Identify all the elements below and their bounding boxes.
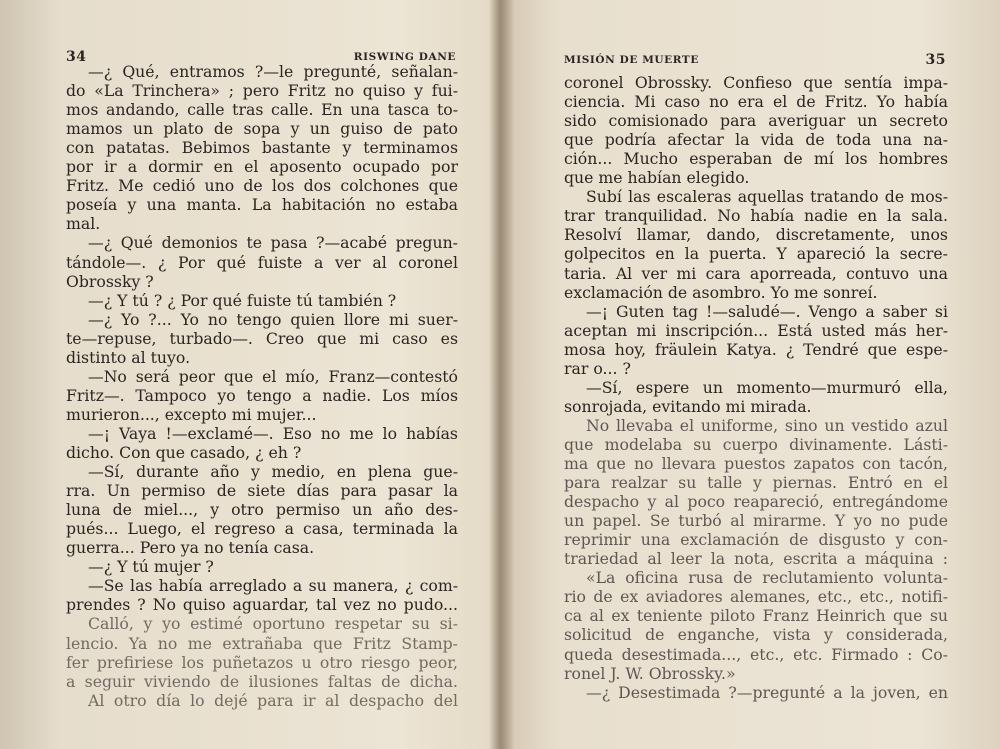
- text-line: pués... Luego, el regreso a casa, terminada la: [66, 519, 458, 539]
- text-line: trariedad al leer la nota, escrita a máquina :: [564, 549, 948, 569]
- right-running-title: MISIÓN DE MUERTE: [564, 54, 699, 66]
- text-line: un papel. Se turbó al mirarme. Y yo no pude: [564, 511, 948, 531]
- text-line: fer prefiriese los puñetazos u otro riesgo peor,: [66, 652, 458, 672]
- text-line: poseía y una manta. La habitación no estaba: [66, 195, 458, 215]
- right-page-header: [564, 52, 948, 68]
- text-line: do «La Trinchera» ; pero Fritz no quiso y fui-: [66, 81, 458, 101]
- text-line: por ir a dormir en el aposento ocupado por: [66, 157, 458, 177]
- text-line: sonrojada, evitando mi mirada.: [564, 396, 812, 416]
- text-line: ciencia. Mi caso no era el de Fritz. Yo había: [564, 92, 948, 112]
- text-line: para realzar su talle y piernas. Entró en el: [564, 473, 948, 493]
- text-line: golpecitos en la puerta. Y apareció la secre-: [564, 244, 948, 264]
- text-line: trar tranquilidad. No había nadie en la sala.: [564, 206, 948, 226]
- text-line: que me habían elegido.: [564, 168, 750, 188]
- text-line: despacho y al poco reapareció, entregándome: [564, 492, 948, 512]
- text-line: ca al ex teniente piloto Franz Heinrich que su: [564, 606, 948, 626]
- left-page-number: 34: [66, 49, 87, 65]
- text-line: distinto al tuyo.: [66, 347, 191, 367]
- text-line: —Sí, espere un momento—murmuró ella,: [586, 377, 948, 397]
- text-line: que modelaba su cuerpo divinamente. Lásti-: [564, 434, 948, 454]
- text-line: ción... Mucho esperaban de mí los hombres: [564, 149, 948, 169]
- text-line: Fritz. Me cedió uno de los dos colchones que: [66, 176, 458, 196]
- text-line: —¡ Vaya !—exclamé—. Eso no me lo habías: [88, 423, 458, 443]
- text-line: tándole—. ¿ Por qué fuiste a ver al coronel: [66, 252, 458, 272]
- text-line: rar o... ?: [564, 358, 631, 378]
- text-line: con patatas. Bebimos bastante y terminamos: [66, 138, 458, 158]
- text-line: Obrossky ?: [66, 271, 154, 291]
- text-line: taria. Al ver mi cara aporreada, contuvo una: [564, 263, 948, 283]
- text-line: ma que no llevara puestos zapatos con tacón,: [564, 454, 948, 473]
- text-line: No llevaba el uniforme, sino un vestido azul: [586, 415, 948, 435]
- text-line: prendes ? No quiso aguardar, tal vez no pudo...: [66, 595, 458, 615]
- text-line: —¿ Qué, entramos ?—le pregunté, señalan-: [88, 62, 458, 81]
- text-line: dicho. Con que casado, ¿ eh ?: [66, 443, 302, 462]
- text-line: mos andando, calle tras calle. En una tasca to-: [66, 100, 458, 120]
- right-page: [564, 0, 948, 749]
- text-line: Calló, y yo estimé oportuno respetar su si-: [88, 614, 458, 634]
- text-line: —Sí, durante año y medio, en plena gue-: [88, 462, 458, 482]
- text-line: —¿ Desestimada ?—pregunté a la joven, en: [586, 682, 948, 702]
- text-line: «La oficina rusa de reclutamiento volunta-: [586, 568, 948, 588]
- left-page: [66, 0, 458, 749]
- text-line: —¿ Qué demonios te pasa ?—acabé pregun-: [88, 233, 458, 253]
- text-line: mal.: [66, 214, 101, 234]
- text-line: guerra... Pero ya no tenía casa.: [66, 538, 315, 558]
- text-line: —¿ Y tú mujer ?: [88, 557, 214, 577]
- text-line: —Se las había arreglado a su manera, ¿ com-: [88, 576, 458, 596]
- text-line: te—repuse, turbado—. Creo que mi caso es: [66, 328, 458, 348]
- text-line: —No será peor que el mío, Franz—contestó: [88, 366, 458, 386]
- text-line: sido comisionado para averiguar un secreto: [564, 111, 948, 131]
- left-running-title: RISWING DANE: [353, 51, 456, 63]
- text-line: —¡ Guten tag !—saludé—. Vengo a saber si: [586, 301, 948, 321]
- text-line: exclamación de asombro. Yo me sonreí.: [564, 282, 878, 302]
- text-line: queda desestimada..., etc., etc. Firmado : Co-: [564, 644, 948, 664]
- text-line: Fritz—. Tampoco yo tengo a nadie. Los míos: [66, 385, 458, 405]
- text-line: aceptan mi inscripción... Está usted más her-: [564, 320, 948, 340]
- text-line: Subí las escaleras aquellas tratando de mos-: [586, 187, 948, 207]
- text-line: murieron..., excepto mi mujer...: [66, 404, 317, 424]
- text-line: coronel Obrossky. Confieso que sentía impa-: [564, 73, 948, 92]
- text-line: que podría afectar la vida de toda una na-: [564, 130, 948, 150]
- right-page-number: 35: [925, 52, 946, 68]
- text-line: mosa hoy, fräulein Katya. ¿ Tendré que espe-: [564, 339, 948, 359]
- text-line: lencio. Ya no me extrañaba que Fritz Stamp-: [66, 633, 458, 653]
- text-line: Al otro día lo dejé para ir al despacho del: [88, 690, 458, 710]
- text-line: Resolví llamar, dando, discretamente, unos: [564, 225, 948, 245]
- text-line: rio de ex aviadores alemanes, etc., etc., notifi-: [564, 587, 948, 607]
- text-line: rra. Un permiso de siete días para pasar la: [66, 481, 458, 501]
- text-line: —¿ Yo ?... Yo no tengo quien llore mi suer-: [88, 309, 458, 329]
- text-line: solicitud de enganche, vista y considerada,: [564, 625, 948, 645]
- text-line: reprimir una exclamación de disgusto y con-: [564, 530, 948, 550]
- book-gutter: [488, 0, 514, 749]
- text-line: a seguir viviendo de ilusiones faltas de dicha.: [66, 671, 458, 691]
- text-line: —¿ Y tú ? ¿ Por qué fuiste tú también ?: [88, 290, 397, 310]
- text-line: ronel J. W. Obrossky.»: [564, 663, 736, 683]
- text-line: mamos un plato de sopa y un guiso de pato: [66, 119, 458, 139]
- text-line: luna de miel..., y otro permiso un año des-: [66, 500, 458, 520]
